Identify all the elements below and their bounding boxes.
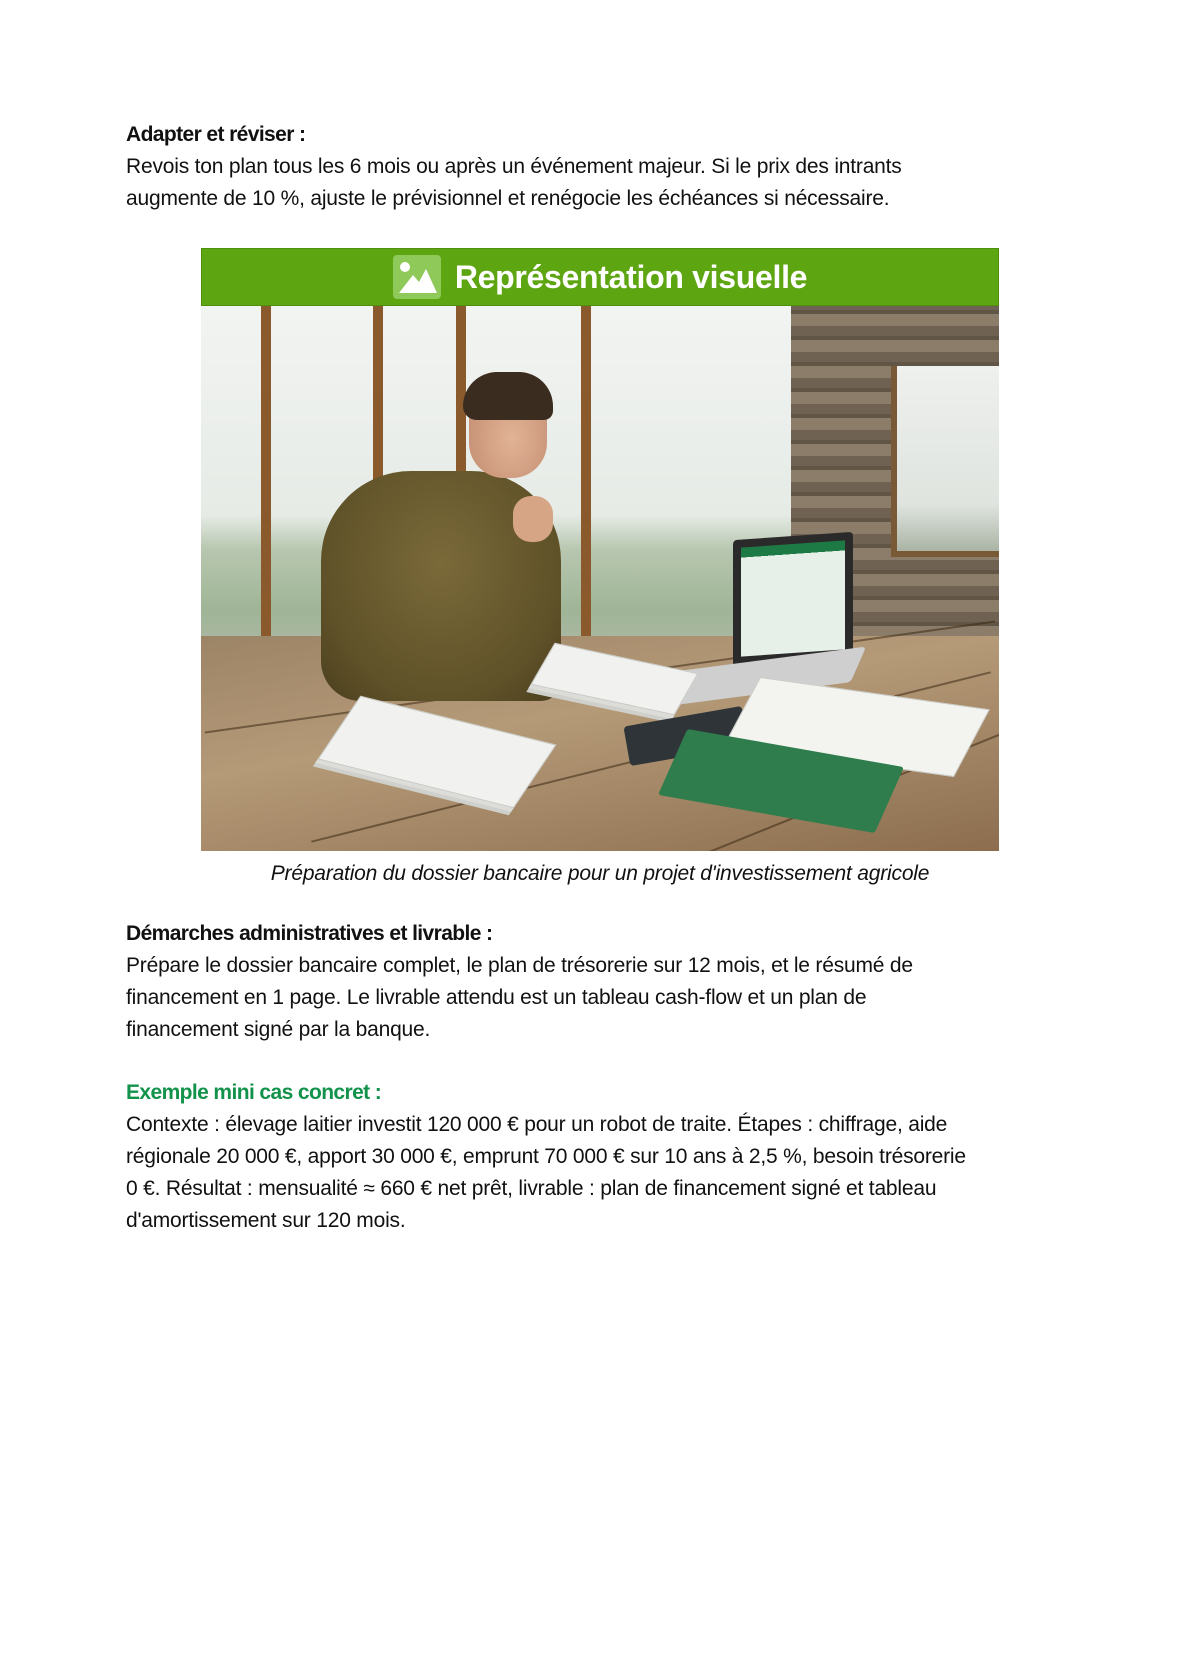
figure-photo — [201, 306, 999, 851]
section-exemple-mini-cas — [126, 1077, 1086, 1237]
section-adapter-reviser — [126, 119, 1086, 215]
side-window — [891, 366, 999, 557]
paragraph-line: Revois ton plan tous les 6 mois ou après un événement majeur. Si le prix des intrants — [126, 155, 902, 178]
section-paragraph — [126, 1109, 1086, 1237]
paragraph-line: d'amortissement sur 120 mois. — [126, 1209, 406, 1232]
figure-banner — [201, 248, 999, 306]
window-frame — [581, 306, 591, 636]
figure-banner-title: Représentation visuelle — [454, 258, 808, 295]
paragraph-line: 0 €. Résultat : mensualité ≈ 660 € net prêt, livrable : plan de financement signé et tableau — [126, 1177, 937, 1200]
figure — [201, 248, 999, 889]
paragraph-line: augmente de 10 %, ajuste le prévisionnel et renégocie les échéances si nécessaire. — [126, 187, 890, 210]
section-paragraph — [126, 151, 1086, 215]
person-hand — [513, 496, 553, 542]
section-heading-highlight: Exemple mini cas concret : — [126, 1081, 382, 1104]
paragraph-line: financement signé par la banque. — [126, 1018, 431, 1041]
paragraph-line: Contexte : élevage laitier investit 120 000 € pour un robot de traite. Étapes : chiffrage, aide — [126, 1113, 948, 1136]
section-heading: Adapter et réviser : — [126, 123, 306, 146]
paragraph-line: financement en 1 page. Le livrable attendu est un tableau cash-flow et un plan de — [126, 986, 867, 1009]
paragraph-line: Prépare le dossier bancaire complet, le plan de trésorerie sur 12 mois, et le résumé de — [126, 954, 913, 977]
person-hair — [463, 372, 553, 420]
paragraph-line: régionale 20 000 €, apport 30 000 €, emprunt 70 000 € sur 10 ans à 2,5 %, besoin trésorerie — [126, 1145, 966, 1168]
section-demarches-administratives — [126, 918, 1086, 1046]
section-heading: Démarches administratives et livrable : — [126, 922, 493, 945]
image-icon — [393, 255, 441, 299]
window-frame — [261, 306, 271, 686]
section-paragraph — [126, 950, 1086, 1046]
figure-caption: Préparation du dossier bancaire pour un projet d'investissement agricole — [270, 862, 930, 885]
